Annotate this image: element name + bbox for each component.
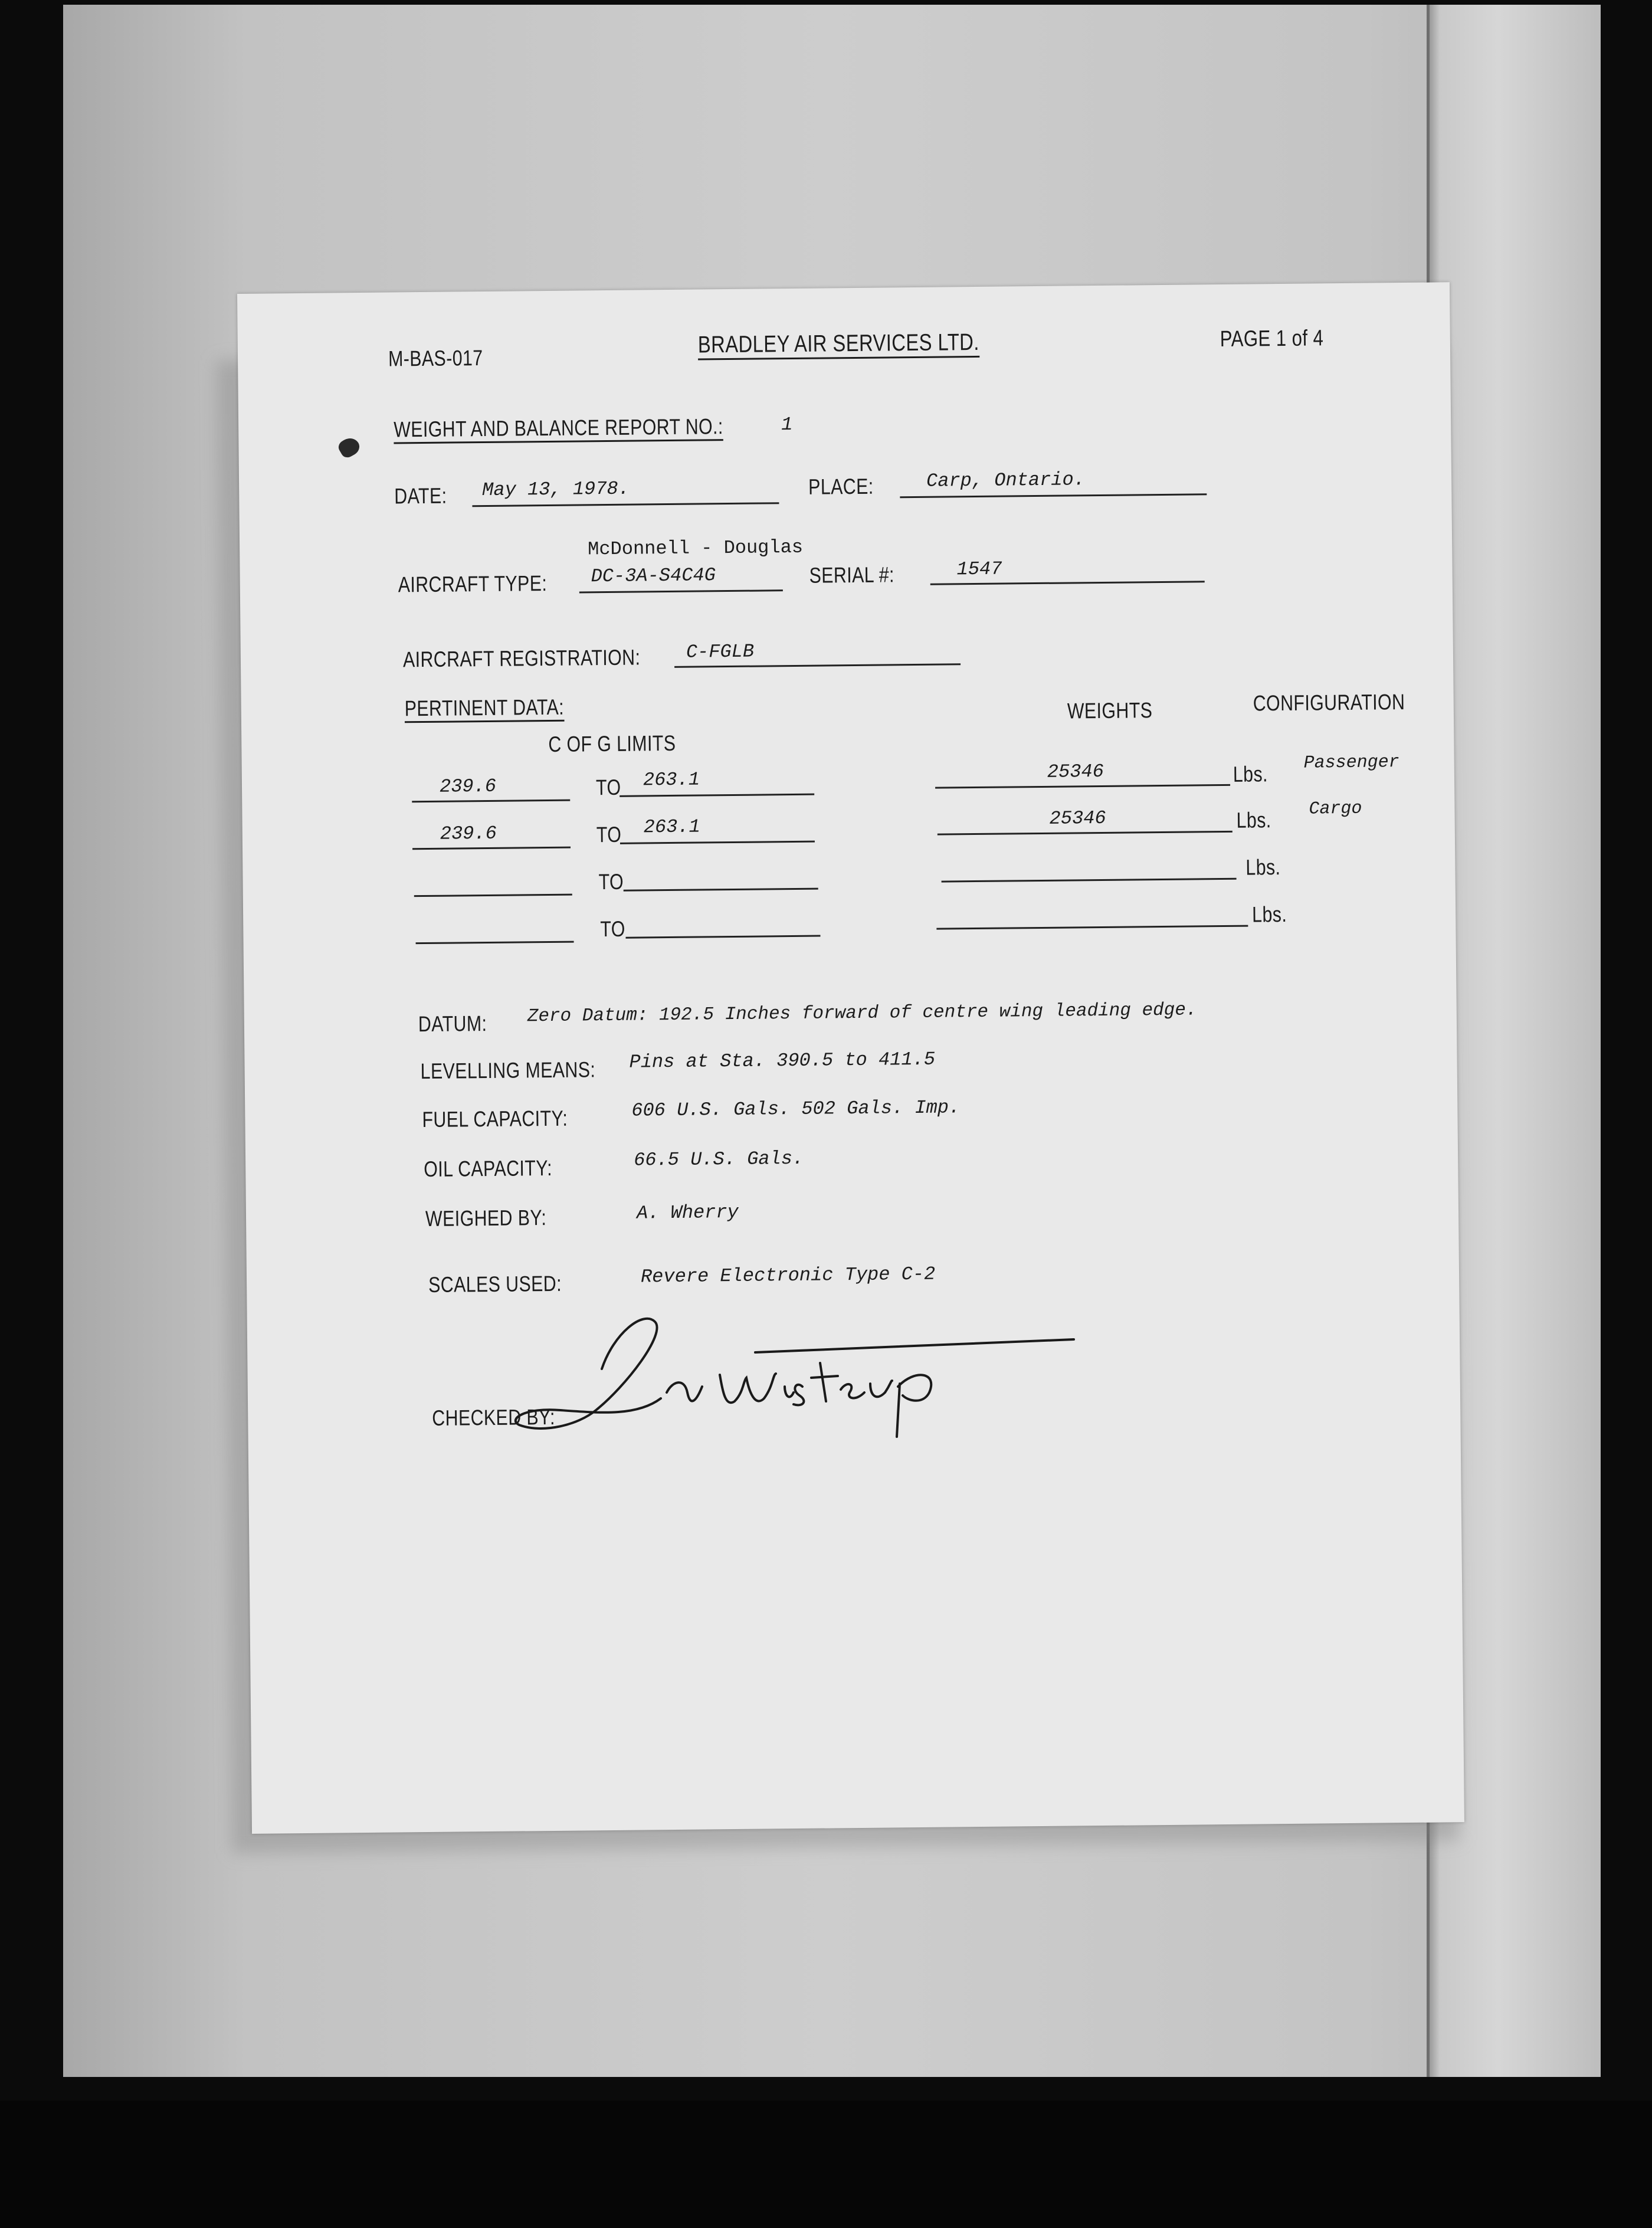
serial-line	[930, 581, 1205, 585]
place-line	[900, 493, 1207, 498]
aircraft-type-value: DC-3A-S4C4G	[591, 564, 716, 588]
date-label: DATE:	[394, 483, 447, 509]
cg-limits-heading: C OF G LIMITS	[548, 730, 676, 756]
config-value: Cargo	[1309, 798, 1362, 820]
aircraft-maker: McDonnell - Douglas	[588, 536, 804, 561]
oil-value: 66.5 U.S. Gals.	[633, 1147, 804, 1171]
cg-to-line	[624, 888, 818, 892]
cg-from-value: 239.6	[440, 822, 497, 845]
pertinent-data-heading: PERTINENT DATA:	[405, 695, 565, 723]
weight-value: 25346	[1049, 807, 1106, 830]
weighed-by-label: WEIGHED BY:	[425, 1205, 547, 1231]
cg-from-line	[412, 800, 570, 803]
registration-line	[674, 663, 961, 668]
film-border	[0, 2101, 1652, 2228]
cg-from-line	[414, 894, 572, 897]
lbs-label: Lbs.	[1251, 902, 1287, 927]
date-line	[472, 502, 779, 507]
weight-line	[935, 784, 1230, 789]
oil-label: OIL CAPACITY:	[424, 1155, 553, 1182]
levelling-label: LEVELLING MEANS:	[420, 1057, 596, 1084]
aircraft-type-line	[579, 589, 783, 593]
cg-from-line	[416, 941, 574, 945]
lbs-label: Lbs.	[1245, 855, 1281, 880]
lbs-label: Lbs.	[1233, 762, 1268, 787]
weight-line	[938, 831, 1233, 836]
report-label: WEIGHT AND BALANCE REPORT NO.:	[394, 414, 723, 444]
cg-to-line	[620, 794, 814, 797]
config-value: Passenger	[1303, 752, 1399, 774]
signature	[507, 1298, 1086, 1452]
aircraft-type-label: AIRCRAFT TYPE:	[398, 571, 548, 597]
weighed-by-value: A. Wherry	[636, 1201, 739, 1224]
place-label: PLACE:	[808, 474, 874, 499]
to-label: TO	[595, 775, 621, 800]
scales-value: Revere Electronic Type C-2	[640, 1263, 936, 1288]
to-label: TO	[598, 869, 624, 895]
levelling-value: Pins at Sta. 390.5 to 411.5	[629, 1048, 936, 1073]
company-name: BRADLEY AIR SERVICES LTD.	[698, 329, 979, 361]
scales-label: SCALES USED:	[428, 1271, 562, 1297]
place-value: Carp, Ontario.	[926, 468, 1086, 492]
to-label: TO	[600, 916, 625, 942]
cg-to-line	[625, 935, 820, 939]
weight-line	[942, 878, 1237, 883]
registration-label: AIRCRAFT REGISTRATION:	[402, 645, 641, 672]
checked-by-label: CHECKED BY:	[432, 1404, 556, 1430]
cg-from-line	[412, 847, 571, 850]
serial-value: 1547	[956, 558, 1002, 581]
fuel-label: FUEL CAPACITY:	[422, 1106, 568, 1132]
cg-to-value: 263.1	[643, 815, 700, 838]
cg-to-line	[620, 841, 815, 844]
datum-value: Zero Datum: 192.5 Inches forward of centre wing leading edge.	[527, 1000, 1197, 1027]
form-code: M-BAS-017	[388, 346, 483, 371]
page-number: PAGE 1 of 4	[1220, 326, 1324, 352]
weight-value: 25346	[1047, 760, 1104, 783]
serial-label: SERIAL #:	[809, 562, 895, 588]
weights-heading: WEIGHTS	[1067, 698, 1153, 723]
registration-value: C-FGLB	[686, 640, 755, 663]
cg-from-value: 239.6	[439, 775, 497, 798]
configuration-heading: CONFIGURATION	[1253, 690, 1405, 716]
weight-line	[936, 925, 1248, 930]
to-label: TO	[596, 822, 622, 847]
fuel-value: 606 U.S. Gals. 502 Gals. Imp.	[631, 1096, 961, 1122]
form-sheet	[237, 282, 1464, 1834]
datum-label: DATUM:	[418, 1011, 487, 1037]
report-number: 1	[781, 413, 793, 436]
date-value: May 13, 1978.	[482, 477, 630, 502]
lbs-label: Lbs.	[1236, 808, 1271, 833]
cg-to-value: 263.1	[643, 768, 700, 791]
